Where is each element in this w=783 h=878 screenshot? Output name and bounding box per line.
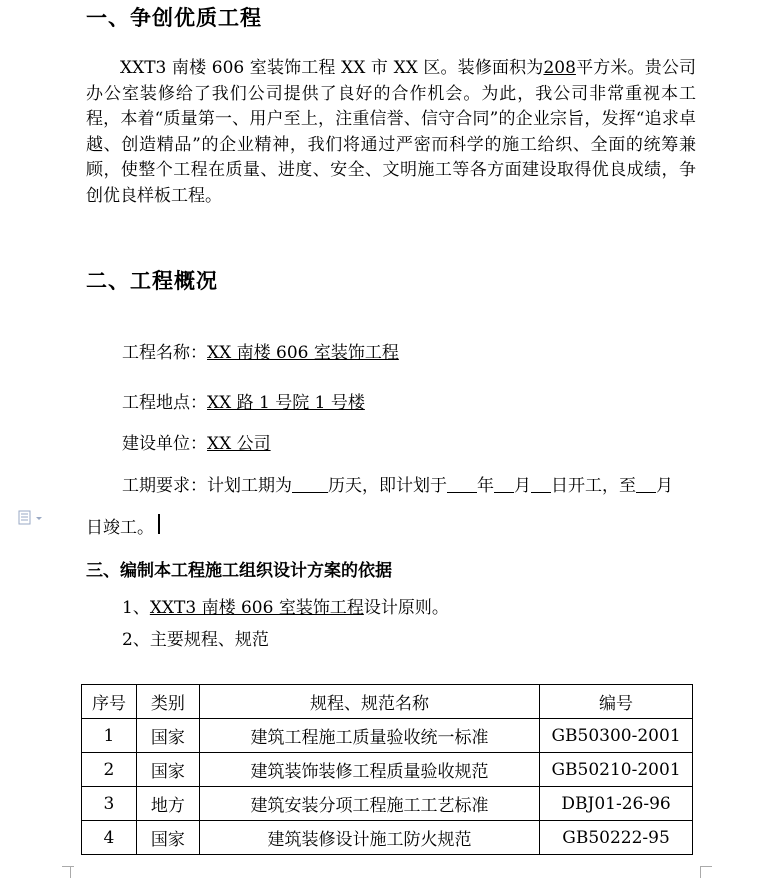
cell-no: 2 (82, 753, 137, 787)
schedule-line (122, 471, 673, 496)
header-cell-name: 规程、规范名称 (199, 685, 539, 719)
cell-name: 建筑工程施工质量验收统一标准 (199, 719, 539, 753)
cell-no: 3 (82, 787, 137, 821)
table-row (82, 821, 693, 855)
page-corner-mark-right-v (700, 866, 702, 878)
cell-category: 国家 (136, 753, 199, 787)
cell-no: 1 (82, 719, 137, 753)
page-corner-mark-left-v (70, 866, 72, 878)
area-value: 208 (543, 58, 576, 78)
cell-name: 建筑安装分项工程施工工艺标准 (199, 787, 539, 821)
schedule-month-2: 月 (656, 476, 673, 496)
section-2-heading: 二、工程概况 (86, 269, 218, 293)
cell-category: 国家 (136, 719, 199, 753)
schedule-end-line: 日竣工。 (86, 518, 154, 538)
schedule-text-3: 日开工，至 (551, 476, 636, 496)
paragraph-layout-icon[interactable] (18, 510, 48, 526)
para-rest: 平方米。贵公司办公室装修给了我们公司提供了良好的合作机会。为此，我公司非常重视本工程，本着“质量第一、用户至上，注重信誉、信守合同”的企业宗旨，发挥“追求卓越、创造精品”的企业精神，我们将通过严密而科学的施工给织、全面的统筹兼顾，使整个工程在质量、进度、安全、文明施工等各方面建设取得优良成绩，争创优良样板工程。 (86, 58, 697, 206)
owner-label: 建设单位： (122, 434, 207, 454)
day-blank (531, 476, 551, 493)
basis-item-1-project: XXT3 南楼 606 室装饰工程 (149, 598, 364, 618)
end-month-blank (636, 476, 656, 493)
table-row (82, 787, 693, 821)
cell-category: 地方 (136, 787, 199, 821)
project-location-value: XX 路 1 号院 1 号楼 (207, 393, 365, 413)
basis-item-2: 2、主要规程、规范 (122, 630, 269, 650)
table-row (82, 753, 693, 787)
owner-value: XX 公司 (207, 434, 271, 454)
cell-code: DBJ01-26-96 (540, 787, 693, 821)
month-blank (494, 476, 514, 493)
text-cursor[interactable] (158, 514, 160, 534)
project-location-line (122, 388, 365, 413)
table-header-row (82, 685, 693, 719)
table-row (82, 719, 693, 753)
header-cell-no: 序号 (82, 685, 137, 719)
section-1-paragraph (86, 56, 696, 209)
standards-table (81, 684, 693, 855)
project-name-value: XX 南楼 606 室装饰工程 (207, 343, 399, 363)
schedule-month: 月 (514, 476, 531, 496)
basis-item-1-num: 1、 (122, 598, 150, 618)
schedule-text-2: 历天，即计划于 (328, 476, 447, 496)
duration-blank (292, 476, 328, 493)
para-prefix: XXT3 南楼 606 室装饰工程 XX 市 XX 区。装修面积为 (120, 58, 544, 78)
cell-name: 建筑装修设计施工防火规范 (199, 821, 539, 855)
schedule-year: 年 (477, 476, 494, 496)
cell-name: 建筑装饰装修工程质量验收规范 (199, 753, 539, 787)
cell-category: 国家 (136, 821, 199, 855)
schedule-text-1: 计划工期为 (207, 476, 292, 496)
cell-code: GB50300-2001 (540, 719, 693, 753)
section-1-heading: 一、争创优质工程 (86, 6, 262, 30)
cell-code: GB50222-95 (540, 821, 693, 855)
page-corner-mark-left (62, 866, 74, 877)
project-name-label: 工程名称： (122, 343, 207, 363)
owner-line (122, 429, 271, 454)
header-cell-category: 类别 (136, 685, 199, 719)
header-cell-code: 编号 (540, 685, 693, 719)
cell-no: 4 (82, 821, 137, 855)
project-location-label: 工程地点： (122, 393, 207, 413)
basis-item-1 (122, 593, 449, 618)
schedule-label: 工期要求： (122, 476, 207, 496)
section-3-heading: 三、编制本工程施工组织设计方案的依据 (86, 561, 392, 581)
year-blank (447, 476, 477, 493)
basis-item-1-rest: 设计原则。 (363, 598, 449, 618)
project-name-line (122, 338, 399, 363)
cell-code: GB50210-2001 (540, 753, 693, 787)
